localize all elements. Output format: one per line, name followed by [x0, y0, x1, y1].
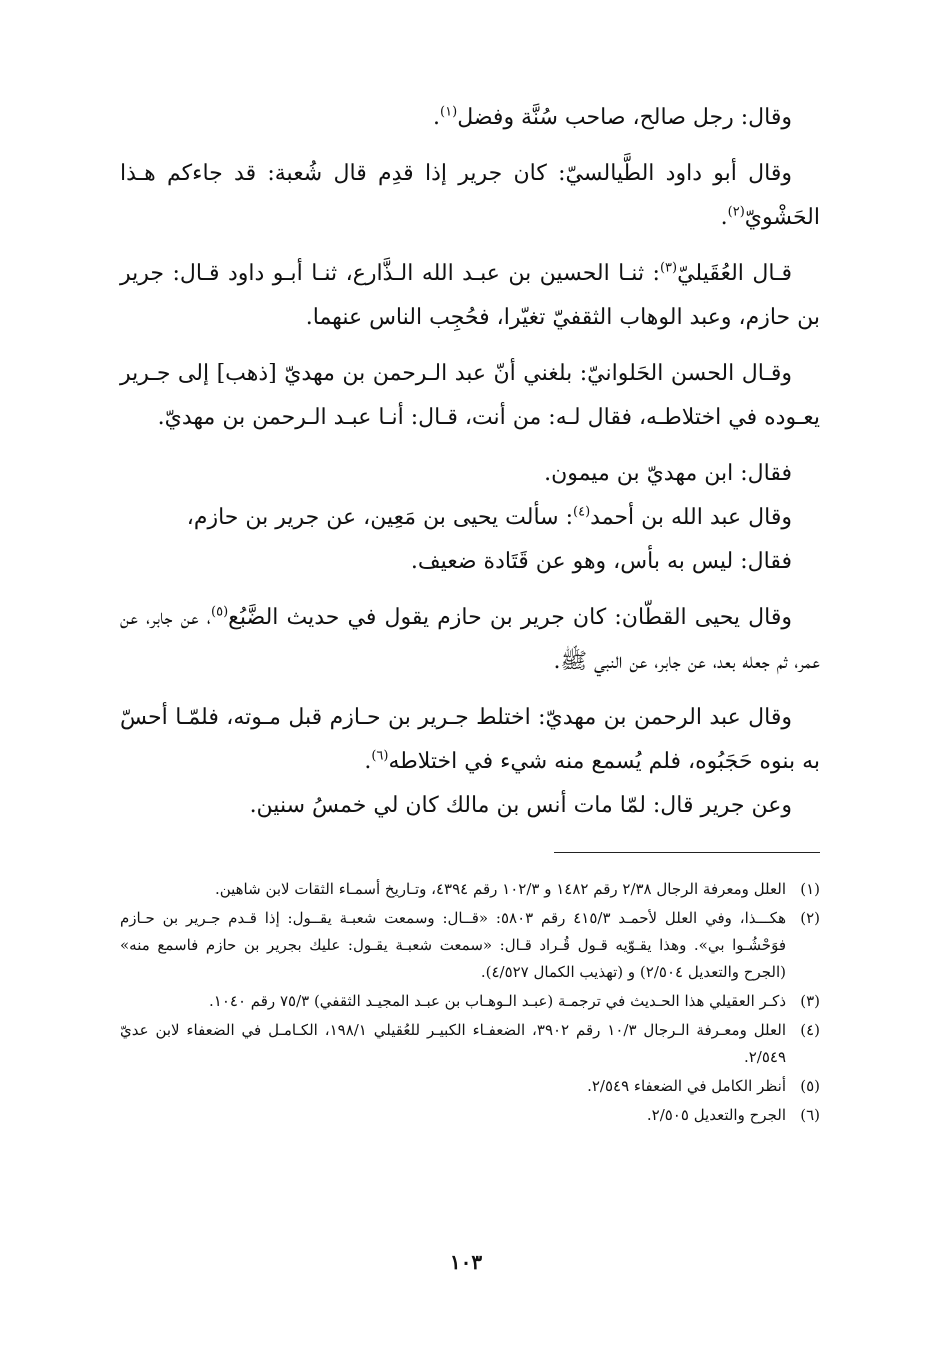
paragraph-text: وقـال الحسن الحَلوانيّ: بلغني أنّ عبد الـرحمن بن مهديّ [ذهب] إلى جـرير يعـوده في اختلاطـه، فقال لـه: من أنت، قـال: أنـا عبـد الـرحمن بن مهديّ.	[120, 361, 820, 430]
footnote-item	[120, 1073, 820, 1100]
paragraph-text: وقال: رجل صالح، صاحب سُنَّة وفضل	[457, 105, 792, 130]
footnote-text: هكـــذا، وفي العلل لأحمـد ٤١٥/٣ رقم ٥٨٠٣: «قــال: وسمعت شعبـة يقــول: إذا قـدم جـرير بن حـازم فوَحْشُـوا بي». وهذا يقـوّيه قـول قُـراد قـال: «سمعت شعبـة يقـول: عليك بجرير بن حازم فاسمع منه» (الجرح والتعديل ٢/٥٠٤) و (تهذيب الكمال ٤/٥٢٧).	[120, 909, 786, 981]
paragraph-2	[120, 152, 820, 240]
footnote-number: (٢)	[800, 909, 820, 927]
footnote-item	[120, 988, 820, 1015]
footnotes	[120, 876, 820, 1131]
footnote-marker: (٣)	[659, 260, 678, 276]
paragraph-text: فقال: ابن مهديّ بن ميمون.	[544, 461, 792, 486]
footnote-divider	[554, 852, 820, 853]
footnote-number: (٥)	[800, 1077, 820, 1095]
paragraph-10	[120, 784, 820, 828]
paragraph-end: .	[720, 205, 728, 230]
paragraph-3	[120, 252, 820, 340]
paragraph-4	[120, 352, 820, 440]
main-text	[120, 96, 820, 840]
paragraph-text: وقال عبد الله بن أحمد	[590, 505, 792, 530]
paragraph-end: .	[364, 749, 372, 774]
paragraph-6	[120, 496, 820, 540]
paragraph-7	[120, 540, 820, 584]
paragraph-text: ، عن جابر، عن عمر، ثم جعله بعد، عن جابر، عن النبي ﷺ.	[120, 605, 820, 674]
paragraph-1	[120, 96, 820, 140]
page-number: ١٠٣	[449, 1250, 483, 1274]
footnote-number: (٤)	[800, 1021, 820, 1039]
paragraph-text: : ثنـا الحسين بن عبـد الله الـذَّارع، ثنـا أبـو داود قـال: جرير بن حازم، وعبد الوهاب الثقفيّ تغيّرا، فحُجِب الناس عنهما.	[120, 261, 820, 330]
footnote-item	[120, 1102, 820, 1129]
footnote-marker: (٥)	[211, 604, 229, 620]
footnote-number: (٣)	[800, 992, 820, 1010]
footnote-text: العلل ومعـرفة الـرجال ١٠/٣ رقم ٣٩٠٢، الضعفـاء الكبيـر للعُقيلي ١٩٨/١، الكـامـل في الضعفاء لابن عديّ ٢/٥٤٩.	[120, 1021, 786, 1066]
paragraph-text: قـال العُقَيليّ	[677, 261, 792, 286]
footnote-marker: (١)	[440, 104, 458, 120]
footnote-item	[120, 876, 820, 903]
paragraph-text: وقال أبو داود الطَّيالسيّ: كان جرير إذا قدِم قال شُعبة: قد جاءكم هـذا الحَشْويّ	[120, 161, 820, 230]
footnote-number: (١)	[800, 880, 820, 898]
footnote-marker: (٤)	[573, 504, 591, 520]
footnote-number: (٦)	[800, 1106, 820, 1124]
footnote-text: العلل ومعرفة الرجال ٢/٣٨ رقم ١٤٨٢ و ١٠٢/٣ رقم ٤٣٩٤، وتـاريخ أسمـاء الثقات لابن شاهين.	[214, 880, 786, 898]
footnote-text: أنظر الكامل في الضعفاء ٢/٥٤٩.	[587, 1077, 786, 1095]
footnote-marker: (٢)	[727, 204, 745, 220]
footnote-item	[120, 905, 820, 986]
paragraph-text: فقال: ليس به بأس، وهو عن قَتَادة ضعيف.	[410, 549, 792, 574]
paragraph-text: وقال عبد الرحمن بن مهديّ: اختلط جـرير بن حـازم قبل مـوته، فلمّـا أحسّ به بنوه حَجَبُوه، فلم يُسمع منه شيء في اختلاطه	[120, 705, 820, 774]
paragraph-5	[120, 452, 820, 496]
paragraph-9	[120, 696, 820, 784]
footnote-text: ذكـر العقيلي هذا الحـديث في ترجمـة (عبـد الـوهـاب بن عبـد المجيـد الثقفي) ٧٥/٣ رقم ١٠٤٠.	[209, 992, 786, 1010]
paragraph-8	[120, 596, 820, 684]
paragraph-text: : سألت يحيى بن مَعِين، عن جرير بن حازم،	[186, 505, 573, 530]
paragraph-text: وقال يحيى القطّان: كان جرير بن حازم يقول في حديث الضَّبُع	[228, 605, 792, 630]
footnote-item	[120, 1017, 820, 1071]
footnote-marker: (٦)	[371, 748, 389, 764]
paragraph-end: .	[433, 105, 441, 130]
footnote-text: الجرح والتعديل ٢/٥٠٥.	[646, 1106, 786, 1124]
paragraph-text: وعن جرير قال: لمّا مات أنس بن مالك كان لي خمسُ سنين.	[249, 793, 792, 818]
